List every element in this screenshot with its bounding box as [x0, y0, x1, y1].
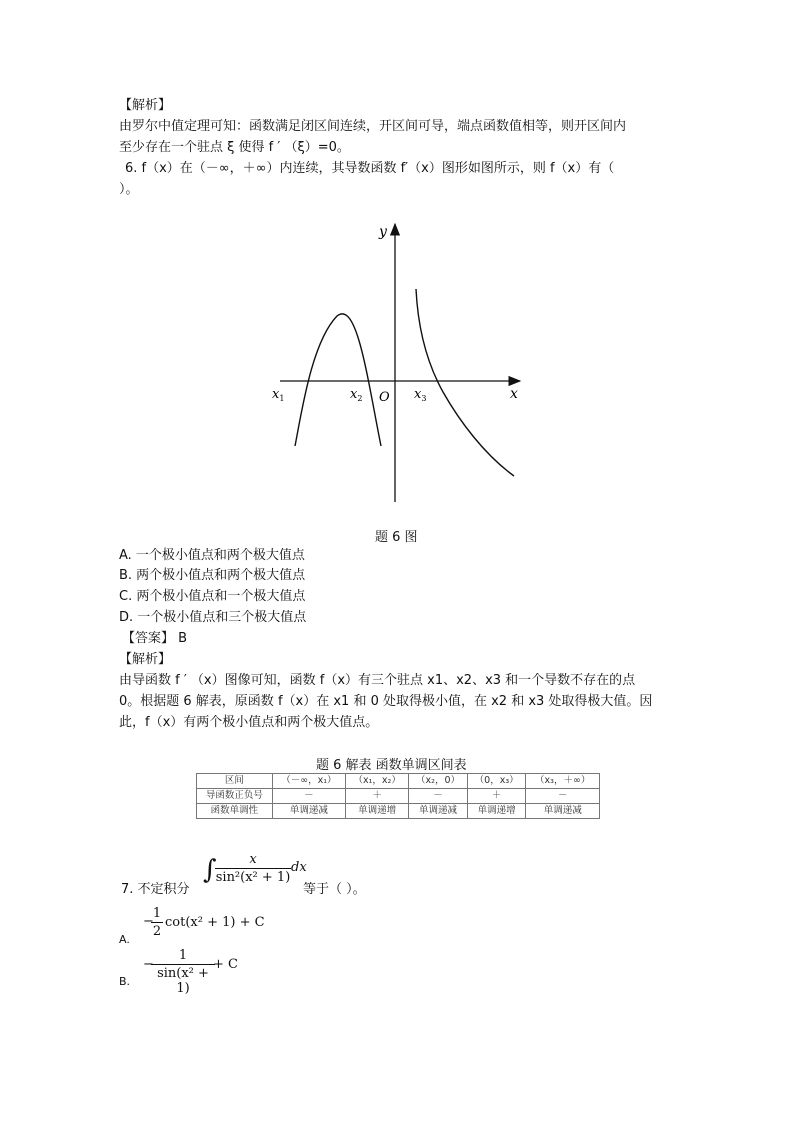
option-b-numerator: 1 [178, 948, 188, 963]
table-header-row [197, 774, 600, 789]
table-cell: ＋ [346, 789, 409, 804]
y-axis-label: y [379, 224, 387, 240]
option-a-body: cot(x² + 1) + C [165, 915, 265, 930]
table-row [197, 789, 600, 804]
option-a-label: A. [119, 933, 130, 946]
table-cell: （0，x₃） [467, 774, 526, 789]
x3-label: $x_3$ [414, 387, 427, 403]
table-cell: － [526, 789, 600, 804]
table-cell: ＋ [467, 789, 526, 804]
option-c: C. 两个极小值点和一个极大值点 [119, 589, 306, 604]
table-caption: 题 6 解表 函数单调区间表 [316, 758, 467, 773]
option-a-denominator: 2 [152, 924, 162, 939]
q7-prefix: 7. 不定积分 [121, 882, 190, 897]
table-row [197, 804, 600, 819]
q7-dx: dx [291, 860, 307, 875]
table-cell: 单调递减 [409, 804, 468, 819]
table-cell: （－∞，x₁） [272, 774, 345, 789]
table-cell: － [409, 789, 468, 804]
option-d: D. 一个极小值点和三个极大值点 [119, 610, 307, 625]
q7-numerator: x [249, 852, 257, 867]
x1-label: $x_1$ [272, 387, 285, 403]
fraction-bar [151, 922, 163, 923]
table-cell: 函数单调性 [197, 804, 273, 819]
analysis-2-line-1: 由导函数 f ′ （x）图像可知，函数 f（x）有三个驻点 x1、x2、x3 和一个导数不存在的点 [119, 673, 636, 688]
right-curve [416, 289, 514, 476]
derivative-graph [0, 200, 794, 530]
analysis-heading-2: 【解析】 [119, 652, 172, 667]
option-b-sign: − [143, 957, 154, 972]
q7-denominator: sin²(x² + 1) [215, 870, 291, 885]
option-a-fraction [151, 906, 163, 939]
monotonicity-table [196, 773, 600, 819]
table-cell: 单调递减 [526, 804, 600, 819]
integral-sign: ∫ [203, 855, 217, 885]
q7-fraction [215, 852, 291, 885]
table-cell: 导函数正负号 [197, 789, 273, 804]
analysis-1-line-1: 由罗尔中值定理可知：函数满足闭区间连续，开区间可导，端点函数值相等，则开区间内 [119, 119, 627, 134]
x-axis-label: x [510, 386, 518, 402]
analysis-2-line-3: 此，f（x）有两个极小值点和两个极大值点。 [119, 715, 379, 730]
q7-suffix: 等于（ ）。 [303, 882, 366, 897]
option-b-tail: + C [213, 957, 238, 972]
analysis-1-line-2: 至少存在一个驻点 ξ 使得 f ′ （ξ）=0。 [119, 140, 350, 155]
option-b-denominator: sin(x² + 1) [157, 966, 209, 996]
option-b-label: B. [119, 975, 131, 988]
option-b-fraction [151, 948, 215, 996]
analysis-heading-1: 【解析】 [119, 98, 172, 113]
fraction-bar [151, 964, 215, 965]
left-curve [295, 314, 381, 446]
x2-label: $x_2$ [350, 387, 363, 403]
q6-line-2: ）。 [119, 182, 139, 197]
table-cell: （x₁，x₂） [346, 774, 409, 789]
analysis-2-line-2: 0。根据题 6 解表，原函数 f（x）在 x1 和 0 处取得极小值，在 x2 和 x3 处取得极大值。因 [119, 694, 653, 709]
table-cell: 单调递增 [467, 804, 526, 819]
fraction-bar [215, 868, 291, 869]
origin-label: O [379, 390, 390, 405]
table-cell: （x₂，0） [409, 774, 468, 789]
figure-caption: 题 6 图 [375, 530, 418, 545]
option-b: B. 两个极小值点和两个极大值点 [119, 568, 306, 583]
answer: 【答案】 B [122, 631, 188, 646]
table-cell: － [272, 789, 345, 804]
option-a-numerator: 1 [152, 906, 162, 921]
q6-line-1: 6. f（x）在（－∞，＋∞）内连续，其导数函数 f′（x）图形如图所示，则 f（x）有（ [125, 161, 615, 176]
option-a-sign: − [143, 914, 154, 929]
table-cell: 单调递减 [272, 804, 345, 819]
option-a: A. 一个极小值点和两个极大值点 [119, 548, 305, 563]
table-cell: 单调递增 [346, 804, 409, 819]
table-cell: （x₃，＋∞） [526, 774, 600, 789]
table-cell: 区间 [197, 774, 273, 789]
